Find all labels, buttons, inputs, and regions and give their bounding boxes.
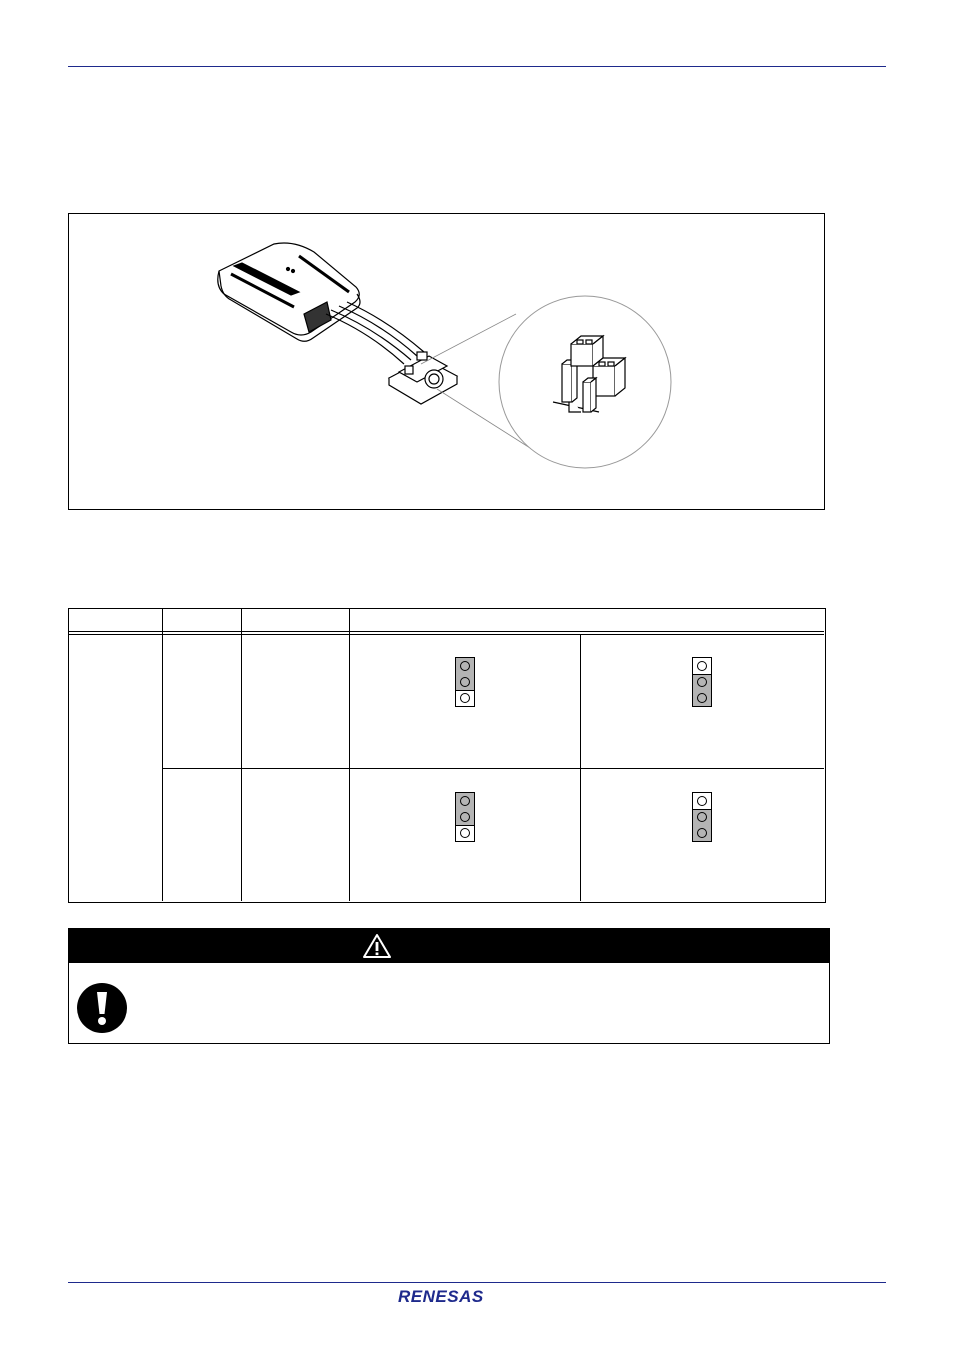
jumper-row2-setting2	[692, 792, 712, 842]
renesas-logo: RENESAS	[398, 1287, 484, 1306]
caution-header	[68, 928, 830, 963]
table-header-rule	[69, 631, 824, 632]
col-divider-2	[241, 609, 242, 901]
caution-body	[68, 963, 830, 1044]
row-divider	[162, 768, 824, 769]
emulator-pod-icon	[218, 243, 360, 341]
jumper-setting-table	[68, 608, 826, 903]
table-header-rule-2	[69, 634, 824, 635]
exclamation-mandatory-icon	[76, 982, 128, 1034]
footer-rule	[68, 1282, 886, 1283]
figure-illustration	[69, 214, 826, 511]
col-divider-1	[162, 609, 163, 901]
jumper-row1-setting2	[692, 657, 712, 707]
figure-box	[68, 213, 825, 510]
warning-triangle-icon	[362, 933, 392, 959]
jumper-row1-setting1	[455, 657, 475, 707]
header-rule	[68, 66, 886, 67]
jumper-row2-setting1	[455, 792, 475, 842]
caution-box	[68, 928, 830, 1044]
col-divider-3	[349, 609, 350, 901]
